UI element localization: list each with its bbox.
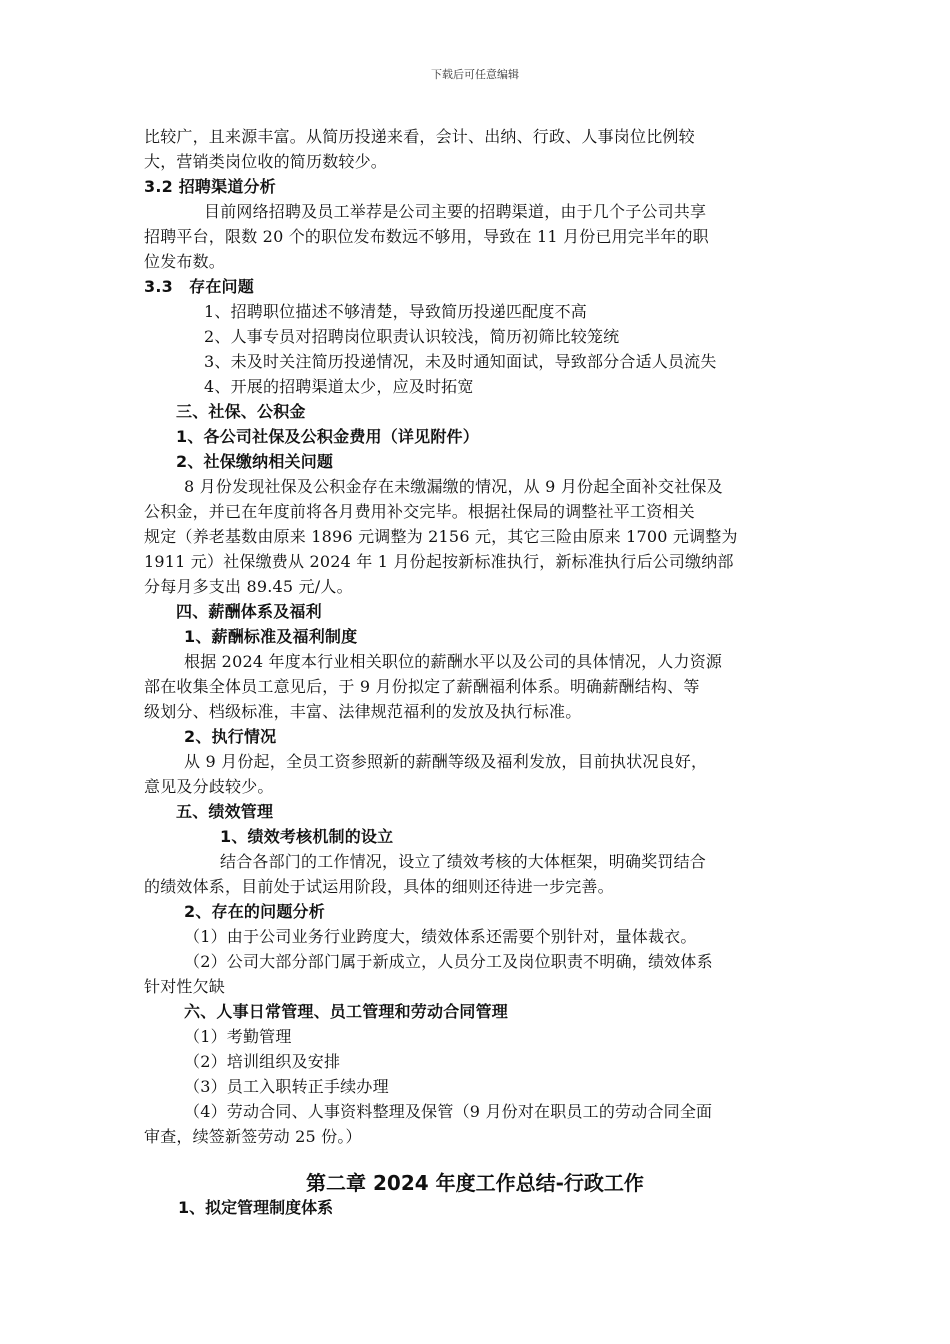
section-heading: 1、拟定管理制度体系 <box>178 1198 334 1217</box>
paragraph-line: （1）由于公司业务行业跨度大，绩效体系还需要个别针对，量体裁衣。 <box>184 927 697 946</box>
section-heading: 3.3 存在问题 <box>144 277 254 296</box>
paragraph-line: 4、开展的招聘渠道太少，应及时拓宽 <box>204 377 474 396</box>
document-body <box>144 124 810 1149</box>
section-heading: 1、绩效考核机制的设立 <box>220 827 394 846</box>
paragraph-line: 意见及分歧较少。 <box>144 777 274 796</box>
paragraph-line: 1911 元）社保缴费从 2024 年 1 月份起按新标准执行，新标准执行后公司缴纳部 <box>144 552 734 571</box>
paragraph-line: （1）考勤管理 <box>184 1027 292 1046</box>
paragraph-line: （3）员工入职转正手续办理 <box>184 1077 389 1096</box>
paragraph-line: 目前网络招聘及员工举荐是公司主要的招聘渠道，由于几个子公司共享 <box>204 202 707 221</box>
paragraph-line: 分每月多支出 89.45 元/人。 <box>144 577 353 596</box>
paragraph-line: 的绩效体系，目前处于试运用阶段，具体的细则还待进一步完善。 <box>144 877 614 896</box>
paragraph-line: 结合各部门的工作情况，设立了绩效考核的大体框架，明确奖罚结合 <box>220 852 707 871</box>
paragraph-line: 从 9 月份起，全员工资参照新的薪酬等级及福利发放，目前执状况良好， <box>184 752 708 771</box>
paragraph-line: 3、未及时关注简历投递情况，未及时通知面试，导致部分合适人员流失 <box>204 352 717 371</box>
section-heading: 2、存在的问题分析 <box>184 902 325 921</box>
paragraph-line: 1、招聘职位描述不够清楚，导致简历投递匹配度不高 <box>204 302 587 321</box>
paragraph-line: 公积金，并已在年度前将各月费用补交完毕。根据社保局的调整社平工资相关 <box>144 502 695 521</box>
section-heading: 五、绩效管理 <box>176 802 274 821</box>
chapter-title: 第二章 2024 年度工作总结-行政工作 <box>306 1171 644 1195</box>
paragraph-line: 针对性欠缺 <box>144 977 226 996</box>
paragraph-line: （4）劳动合同、人事资料整理及保管（9 月份对在职员工的劳动合同全面 <box>184 1102 713 1121</box>
section-heading: 四、薪酬体系及福利 <box>176 602 322 621</box>
paragraph-line: 2、人事专员对招聘岗位职责认识较浅，简历初筛比较笼统 <box>204 327 620 346</box>
paragraph-line: 级划分、档级标准，丰富、法律规范福利的发放及执行标准。 <box>144 702 582 721</box>
page-header: 下载后可任意编辑 <box>431 68 519 81</box>
section-heading: 六、人事日常管理、员工管理和劳动合同管理 <box>184 1002 509 1021</box>
section-heading: 1、薪酬标准及福利制度 <box>184 627 358 646</box>
section-heading: 3.2 招聘渠道分析 <box>144 177 276 196</box>
paragraph-line: 审查，续签新签劳动 25 份。） <box>144 1127 362 1146</box>
paragraph-line: 大，营销类岗位收的简历数较少。 <box>144 152 388 171</box>
paragraph-line: 部在收集全体员工意见后，于 9 月份拟定了薪酬福利体系。明确薪酬结构、等 <box>144 677 700 696</box>
section-heading: 1、各公司社保及公积金费用（详见附件） <box>176 427 479 446</box>
paragraph-line: 根据 2024 年度本行业相关职位的薪酬水平以及公司的具体情况，人力资源 <box>184 652 723 671</box>
section-heading: 三、社保、公积金 <box>176 402 306 421</box>
paragraph-line: （2）培训组织及安排 <box>184 1052 341 1071</box>
paragraph-line: 位发布数。 <box>144 252 226 271</box>
section-heading: 2、社保缴纳相关问题 <box>176 452 334 471</box>
paragraph-line: 8 月份发现社保及公积金存在未缴漏缴的情况，从 9 月份起全面补交社保及 <box>184 477 723 496</box>
paragraph-line: （2）公司大部分部门属于新成立，人员分工及岗位职责不明确，绩效体系 <box>184 952 713 971</box>
paragraph-line: 规定（养老基数由原来 1896 元调整为 2156 元，其它三险由原来 1700 元调整为 <box>144 527 738 546</box>
section-heading: 2、执行情况 <box>184 727 277 746</box>
paragraph-line: 招聘平台，限数 20 个的职位发布数远不够用，导致在 11 月份已用完半年的职 <box>144 227 709 246</box>
paragraph-line: 比较广，且来源丰富。从简历投递来看，会计、出纳、行政、人事岗位比例较 <box>144 127 695 146</box>
